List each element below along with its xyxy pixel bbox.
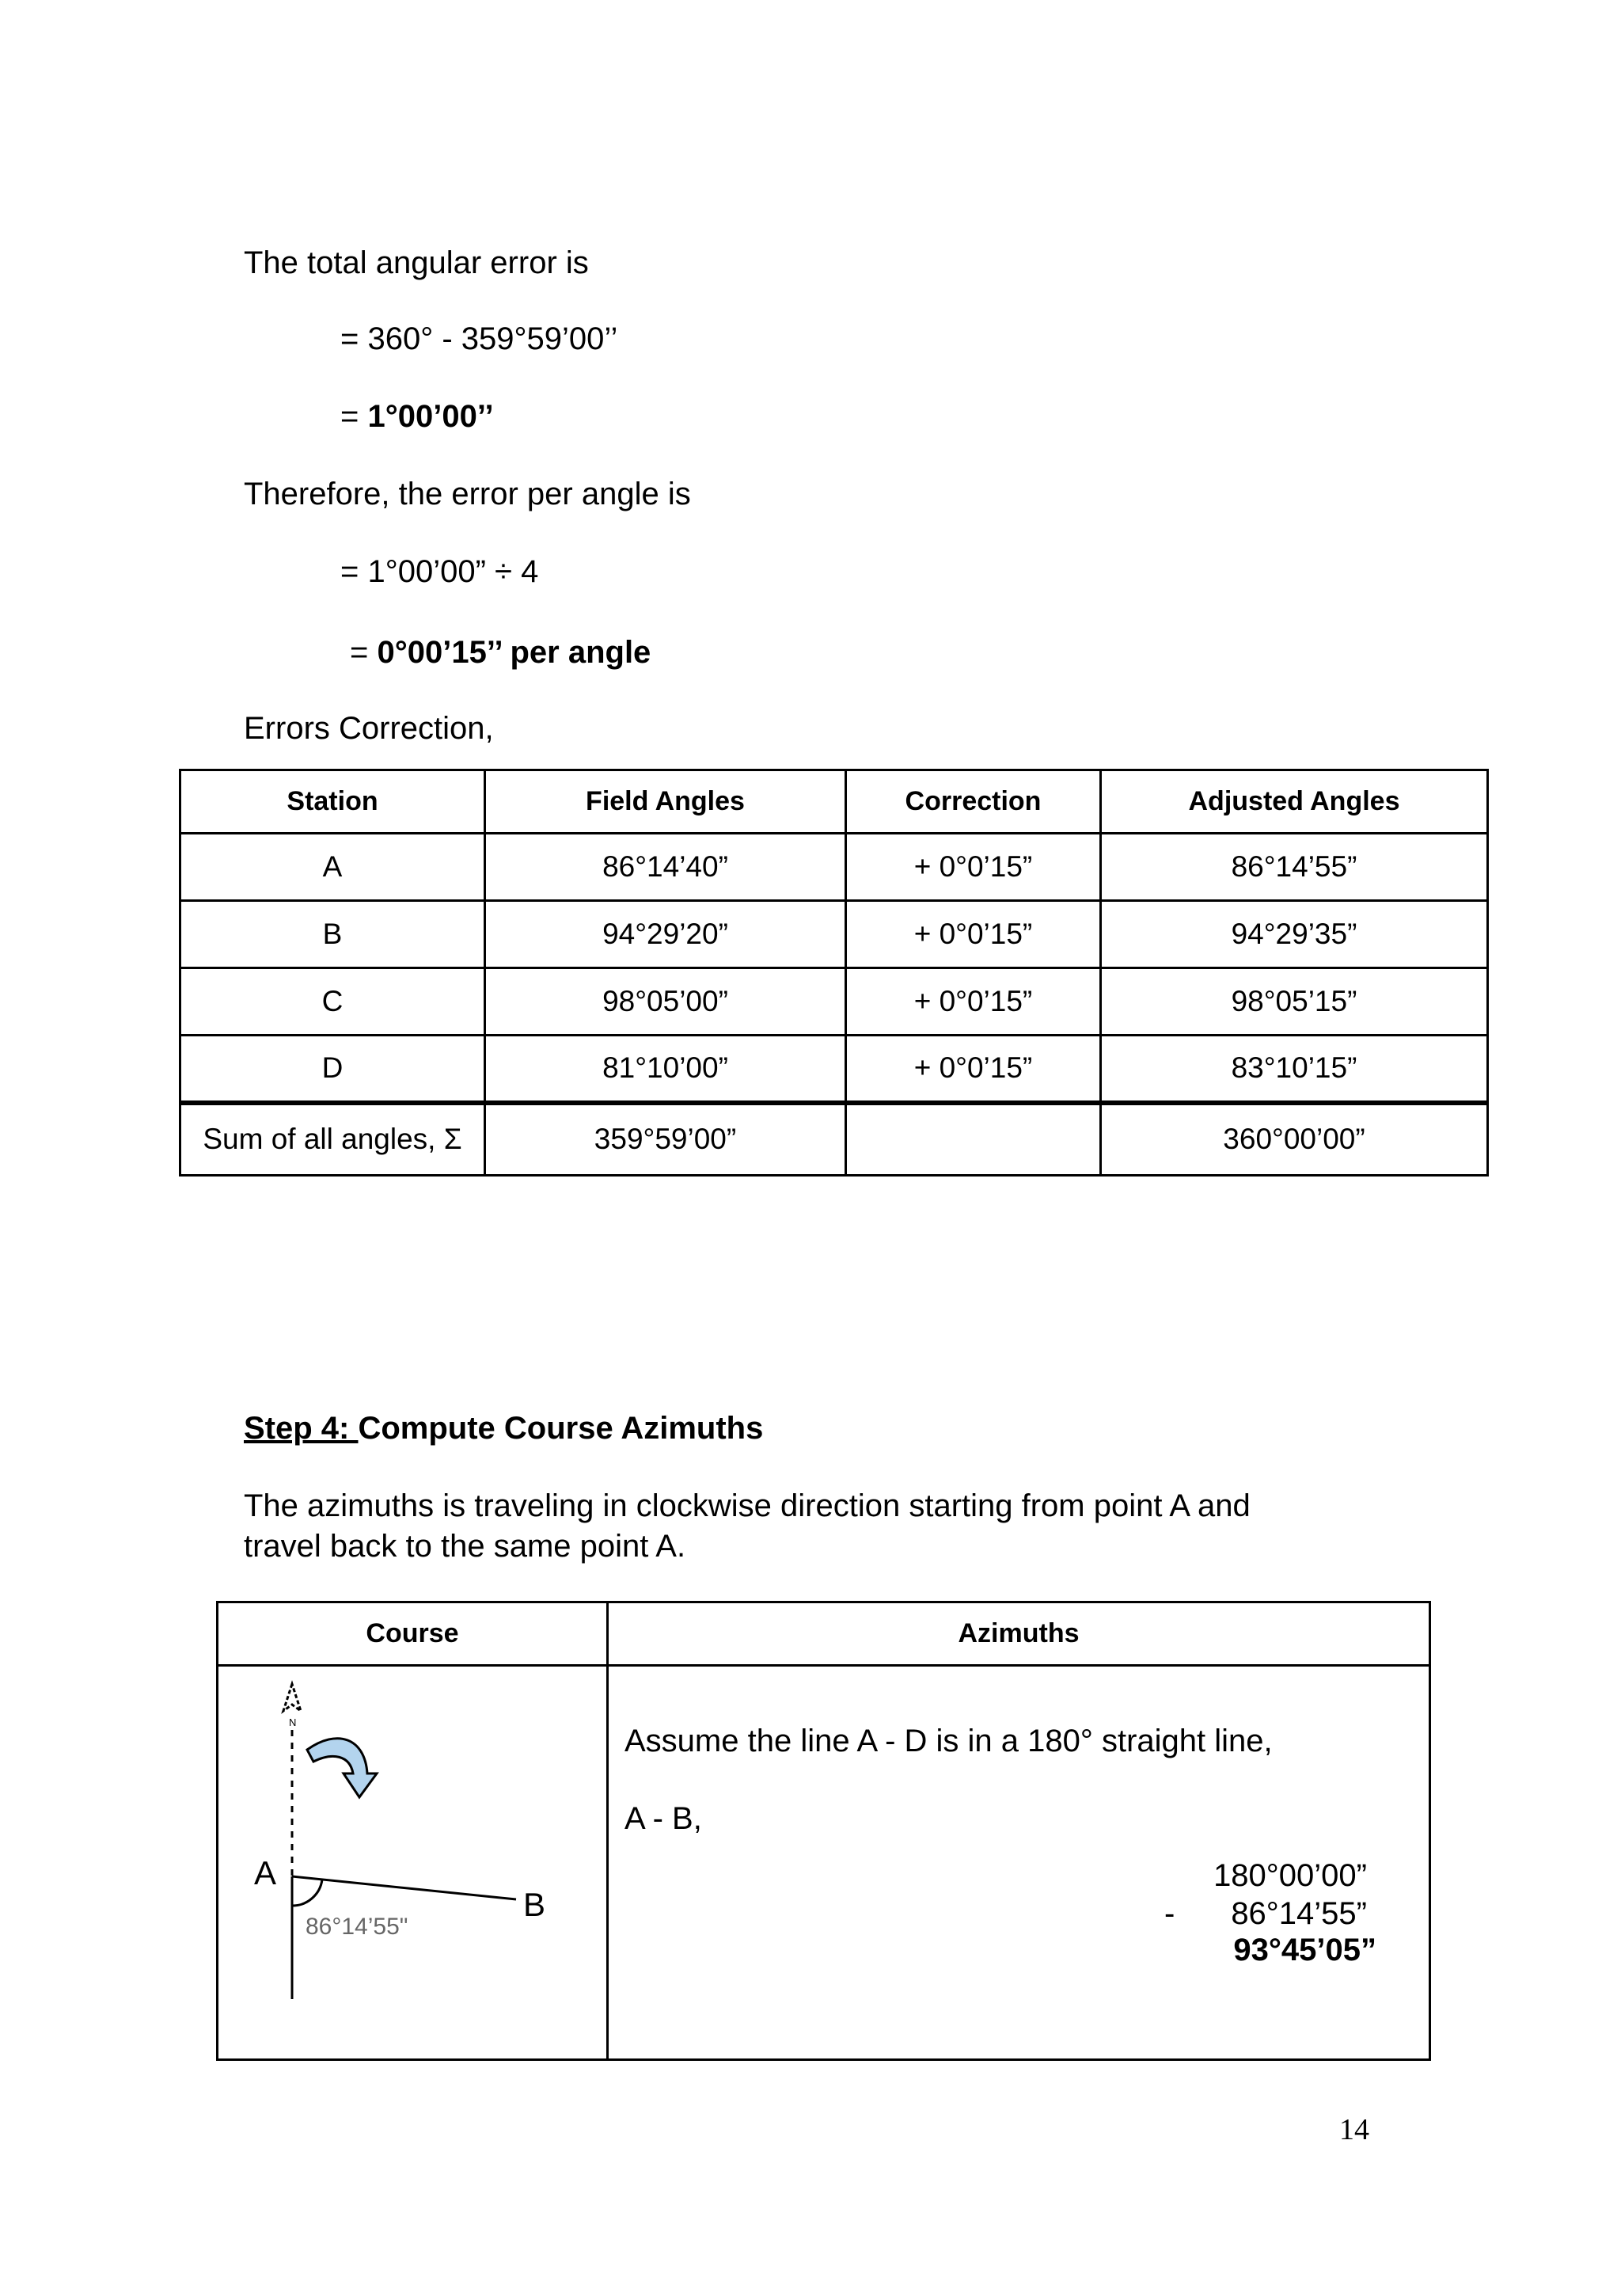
table-row bbox=[180, 968, 1488, 1036]
header-azimuths: Azimuths bbox=[608, 1602, 1430, 1666]
station-cell: D bbox=[180, 1036, 485, 1103]
step4-prefix: Step 4: bbox=[244, 1411, 359, 1446]
sum-correction-cell bbox=[846, 1103, 1101, 1176]
field-angle-cell: 98°05’00” bbox=[485, 968, 846, 1036]
calc-minuend: 180°00’00” bbox=[1213, 1858, 1367, 1893]
page-number: 14 bbox=[1339, 2113, 1369, 2146]
course-diagram-cell bbox=[218, 1666, 608, 2060]
per-angle-value: 0°00’15’’ per angle bbox=[377, 635, 651, 670]
total-error-label: The total angular error is bbox=[244, 245, 589, 280]
point-b-label: B bbox=[523, 1886, 546, 1923]
per-angle-result bbox=[350, 633, 651, 671]
sum-row bbox=[180, 1103, 1488, 1176]
step4-title: Compute Course Azimuths bbox=[358, 1411, 764, 1446]
adjusted-angle-cell: 86°14’55” bbox=[1101, 834, 1488, 901]
header-station: Station bbox=[180, 770, 485, 834]
point-a-label: A bbox=[254, 1854, 277, 1891]
station-cell: A bbox=[180, 834, 485, 901]
adjusted-angle-cell: 83°10’15” bbox=[1101, 1036, 1488, 1103]
table-row bbox=[180, 901, 1488, 968]
step4-description-line2: travel back to the same point A. bbox=[244, 1529, 686, 1564]
calc-result: 93°45’05” bbox=[1233, 1933, 1376, 1967]
total-error-result bbox=[340, 397, 494, 435]
azimuth-table bbox=[216, 1601, 1431, 2061]
course-ab-label: A - B, bbox=[624, 1801, 702, 1836]
errors-correction-label: Errors Correction, bbox=[244, 711, 494, 746]
sum-field-angles-cell: 359°59’00” bbox=[485, 1103, 846, 1176]
equals-sign: = bbox=[340, 399, 368, 434]
table-header-row bbox=[218, 1602, 1430, 1666]
step4-heading bbox=[244, 1409, 763, 1447]
correction-cell: + 0°0’15” bbox=[846, 1036, 1101, 1103]
calc-minus-sign: - bbox=[1164, 1896, 1175, 1931]
table-row bbox=[180, 834, 1488, 901]
per-angle-expression: = 1°00’00” ÷ 4 bbox=[340, 554, 539, 589]
course-diagram bbox=[218, 1667, 604, 2056]
table-header-row bbox=[180, 770, 1488, 834]
angle-value-label: 86°14’55" bbox=[306, 1914, 408, 1940]
course-line-ab bbox=[292, 1876, 516, 1899]
table-row bbox=[180, 1036, 1488, 1103]
station-cell: B bbox=[180, 901, 485, 968]
correction-cell: + 0°0’15” bbox=[846, 834, 1101, 901]
equals-sign: = bbox=[350, 635, 378, 670]
header-correction: Correction bbox=[846, 770, 1101, 834]
correction-cell: + 0°0’15” bbox=[846, 968, 1101, 1036]
field-angle-cell: 94°29’20” bbox=[485, 901, 846, 968]
header-adjusted-angles: Adjusted Angles bbox=[1101, 770, 1488, 834]
correction-cell: + 0°0’15” bbox=[846, 901, 1101, 968]
clockwise-arrow-icon bbox=[307, 1739, 377, 1797]
per-angle-label: Therefore, the error per angle is bbox=[244, 477, 691, 511]
table-row bbox=[218, 1666, 1430, 2060]
sum-label-cell: Sum of all angles, Σ bbox=[180, 1103, 485, 1176]
field-angle-cell: 81°10’00” bbox=[485, 1036, 846, 1103]
azimuth-calculation-cell bbox=[608, 1666, 1430, 2060]
step4-description-line1: The azimuths is traveling in clockwise direction starting from point A and bbox=[244, 1488, 1251, 1523]
north-arrow-icon bbox=[283, 1684, 301, 1711]
station-cell: C bbox=[180, 968, 485, 1036]
north-label: N bbox=[289, 1716, 297, 1728]
total-error-expression: = 360° - 359°59’00’’ bbox=[340, 321, 618, 356]
errors-correction-table bbox=[179, 769, 1489, 1177]
sum-adjusted-angles-cell: 360°00’00” bbox=[1101, 1103, 1488, 1176]
header-field-angles: Field Angles bbox=[485, 770, 846, 834]
adjusted-angle-cell: 94°29’35” bbox=[1101, 901, 1488, 968]
adjusted-angle-cell: 98°05’15” bbox=[1101, 968, 1488, 1036]
total-error-value: 1°00’00’’ bbox=[367, 399, 494, 434]
field-angle-cell: 86°14’40” bbox=[485, 834, 846, 901]
assumption-text: Assume the line A - D is in a 180° straight line, bbox=[624, 1724, 1273, 1758]
header-course: Course bbox=[218, 1602, 608, 1666]
angle-arc bbox=[292, 1880, 322, 1906]
calc-subtrahend: 86°14’55” bbox=[1231, 1896, 1367, 1931]
